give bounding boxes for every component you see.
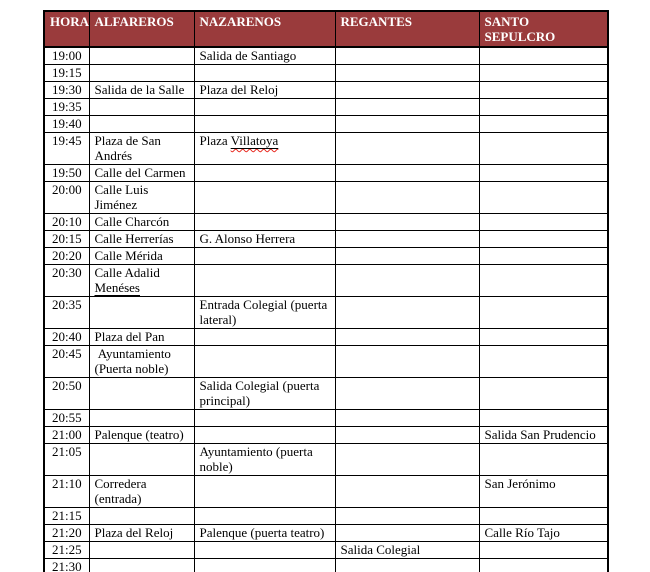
cell-regantes xyxy=(335,476,479,508)
cell-hora: 20:45 xyxy=(44,346,89,378)
schedule-row xyxy=(44,65,608,82)
cell-regantes xyxy=(335,47,479,65)
cell-regantes xyxy=(335,99,479,116)
cell-santo-sepulcro xyxy=(479,542,608,559)
cell-alfareros xyxy=(89,116,194,133)
cell-alfareros xyxy=(89,542,194,559)
cell-alfareros: Calle Adalid Menéses xyxy=(89,265,194,297)
schedule-row xyxy=(44,346,608,378)
cell-santo-sepulcro xyxy=(479,214,608,231)
cell-hora: 20:10 xyxy=(44,214,89,231)
cell-regantes xyxy=(335,65,479,82)
cell-santo-sepulcro xyxy=(479,444,608,476)
cell-hora: 20:40 xyxy=(44,329,89,346)
cell-regantes xyxy=(335,82,479,99)
schedule-row xyxy=(44,525,608,542)
cell-alfareros: Calle Luis Jiménez xyxy=(89,182,194,214)
cell-alfareros: Palenque (teatro) xyxy=(89,427,194,444)
cell-nazarenos: Salida Colegial (puerta principal) xyxy=(194,378,335,410)
cell-regantes xyxy=(335,182,479,214)
cell-hora: 21:15 xyxy=(44,508,89,525)
misspelled-word xyxy=(231,133,279,148)
cell-regantes xyxy=(335,525,479,542)
cell-regantes xyxy=(335,214,479,231)
cell-nazarenos xyxy=(194,476,335,508)
cell-alfareros: Calle Charcón xyxy=(89,214,194,231)
schedule-row xyxy=(44,116,608,133)
cell-santo-sepulcro xyxy=(479,231,608,248)
schedule-row xyxy=(44,542,608,559)
schedule-row xyxy=(44,329,608,346)
schedule-row xyxy=(44,248,608,265)
cell-hora: 19:35 xyxy=(44,99,89,116)
cell-hora: 20:00 xyxy=(44,182,89,214)
cell-hora: 20:15 xyxy=(44,231,89,248)
cell-regantes xyxy=(335,508,479,525)
cell-santo-sepulcro xyxy=(479,99,608,116)
schedule-row xyxy=(44,214,608,231)
schedule-row xyxy=(44,427,608,444)
cell-regantes xyxy=(335,427,479,444)
cell-nazarenos xyxy=(194,116,335,133)
header-row xyxy=(44,11,608,47)
cell-santo-sepulcro xyxy=(479,378,608,410)
schedule-row xyxy=(44,165,608,182)
cell-hora: 21:20 xyxy=(44,525,89,542)
underlined-word: Menéses xyxy=(94,280,140,295)
cell-alfareros: Plaza del Reloj xyxy=(89,525,194,542)
cell-nazarenos xyxy=(194,248,335,265)
cell-hora: 19:30 xyxy=(44,82,89,99)
cell-santo-sepulcro xyxy=(479,82,608,99)
column-header-hora: HORA xyxy=(44,11,89,47)
cell-regantes xyxy=(335,297,479,329)
schedule-row xyxy=(44,297,608,329)
cell-nazarenos xyxy=(194,542,335,559)
cell-regantes xyxy=(335,265,479,297)
schedule-row xyxy=(44,410,608,427)
cell-regantes: Salida Colegial xyxy=(335,542,479,559)
cell-nazarenos xyxy=(194,99,335,116)
cell-nazarenos: Plaza Villatoya xyxy=(194,133,335,165)
column-header-alfareros: ALFAREROS xyxy=(89,11,194,47)
cell-nazarenos xyxy=(194,182,335,214)
table-header xyxy=(44,11,608,47)
cell-santo-sepulcro xyxy=(479,65,608,82)
cell-alfareros xyxy=(89,508,194,525)
cell-regantes xyxy=(335,444,479,476)
misspelled-word xyxy=(95,280,141,295)
cell-santo-sepulcro xyxy=(479,248,608,265)
procession-schedule-table xyxy=(43,10,609,572)
cell-alfareros: Calle Mérida xyxy=(89,248,194,265)
cell-santo-sepulcro xyxy=(479,410,608,427)
cell-hora: 20:35 xyxy=(44,297,89,329)
cell-hora: 21:25 xyxy=(44,542,89,559)
cell-nazarenos xyxy=(194,559,335,572)
cell-hora: 19:00 xyxy=(44,47,89,65)
cell-hora: 21:10 xyxy=(44,476,89,508)
cell-hora: 20:55 xyxy=(44,410,89,427)
cell-hora: 21:00 xyxy=(44,427,89,444)
cell-nazarenos xyxy=(194,427,335,444)
cell-nazarenos xyxy=(194,329,335,346)
column-header-santo-sepulcro: SANTO SEPULCRO xyxy=(479,11,608,47)
cell-nazarenos xyxy=(194,410,335,427)
cell-santo-sepulcro: Calle Río Tajo xyxy=(479,525,608,542)
column-header-regantes: REGANTES xyxy=(335,11,479,47)
table-body xyxy=(44,47,608,572)
cell-hora: 20:20 xyxy=(44,248,89,265)
schedule-row xyxy=(44,378,608,410)
underlined-word: Villatoya xyxy=(230,133,279,148)
schedule-row xyxy=(44,182,608,214)
cell-nazarenos xyxy=(194,65,335,82)
cell-alfareros xyxy=(89,444,194,476)
cell-regantes xyxy=(335,248,479,265)
cell-santo-sepulcro xyxy=(479,116,608,133)
cell-alfareros: Salida de la Salle xyxy=(89,82,194,99)
cell-santo-sepulcro xyxy=(479,297,608,329)
cell-nazarenos: Entrada Colegial (puerta lateral) xyxy=(194,297,335,329)
cell-santo-sepulcro xyxy=(479,265,608,297)
cell-nazarenos: Plaza del Reloj xyxy=(194,82,335,99)
schedule-row xyxy=(44,47,608,65)
cell-alfareros: Ayuntamiento (Puerta noble) xyxy=(89,346,194,378)
cell-alfareros: Plaza de San Andrés xyxy=(89,133,194,165)
cell-regantes xyxy=(335,329,479,346)
schedule-row xyxy=(44,82,608,99)
cell-santo-sepulcro xyxy=(479,182,608,214)
cell-santo-sepulcro xyxy=(479,508,608,525)
cell-nazarenos: Salida de Santiago xyxy=(194,47,335,65)
schedule-row xyxy=(44,231,608,248)
cell-hora: 21:05 xyxy=(44,444,89,476)
cell-santo-sepulcro: San Jerónimo xyxy=(479,476,608,508)
cell-regantes xyxy=(335,165,479,182)
cell-nazarenos xyxy=(194,165,335,182)
cell-santo-sepulcro xyxy=(479,47,608,65)
cell-hora: 20:30 xyxy=(44,265,89,297)
cell-nazarenos: Ayuntamiento (puerta noble) xyxy=(194,444,335,476)
cell-regantes xyxy=(335,410,479,427)
cell-nazarenos xyxy=(194,346,335,378)
cell-regantes xyxy=(335,378,479,410)
cell-regantes xyxy=(335,231,479,248)
schedule-row xyxy=(44,444,608,476)
cell-santo-sepulcro xyxy=(479,346,608,378)
cell-alfareros: Corredera (entrada) xyxy=(89,476,194,508)
cell-alfareros xyxy=(89,378,194,410)
cell-alfareros xyxy=(89,559,194,572)
cell-regantes xyxy=(335,346,479,378)
cell-alfareros xyxy=(89,297,194,329)
cell-alfareros: Calle del Carmen xyxy=(89,165,194,182)
cell-regantes xyxy=(335,116,479,133)
cell-alfareros xyxy=(89,47,194,65)
cell-hora: 19:45 xyxy=(44,133,89,165)
cell-santo-sepulcro: Salida San Prudencio xyxy=(479,427,608,444)
cell-nazarenos xyxy=(194,508,335,525)
cell-nazarenos xyxy=(194,265,335,297)
schedule-row xyxy=(44,508,608,525)
schedule-row xyxy=(44,99,608,116)
cell-nazarenos: Palenque (puerta teatro) xyxy=(194,525,335,542)
cell-hora: 19:15 xyxy=(44,65,89,82)
schedule-row xyxy=(44,265,608,297)
cell-alfareros: Plaza del Pan xyxy=(89,329,194,346)
cell-alfareros: Calle Herrerías xyxy=(89,231,194,248)
cell-santo-sepulcro xyxy=(479,133,608,165)
cell-hora: 19:50 xyxy=(44,165,89,182)
cell-hora: 19:40 xyxy=(44,116,89,133)
cell-santo-sepulcro xyxy=(479,329,608,346)
cell-santo-sepulcro xyxy=(479,165,608,182)
cell-santo-sepulcro xyxy=(479,559,608,572)
cell-alfareros xyxy=(89,65,194,82)
cell-regantes xyxy=(335,559,479,572)
cell-hora: 21:30 xyxy=(44,559,89,572)
schedule-row xyxy=(44,133,608,165)
cell-nazarenos xyxy=(194,214,335,231)
cell-nazarenos: G. Alonso Herrera xyxy=(194,231,335,248)
cell-regantes xyxy=(335,133,479,165)
cell-alfareros xyxy=(89,99,194,116)
cell-hora: 20:50 xyxy=(44,378,89,410)
schedule-row xyxy=(44,559,608,572)
column-header-nazarenos: NAZARENOS xyxy=(194,11,335,47)
schedule-row xyxy=(44,476,608,508)
cell-alfareros xyxy=(89,410,194,427)
